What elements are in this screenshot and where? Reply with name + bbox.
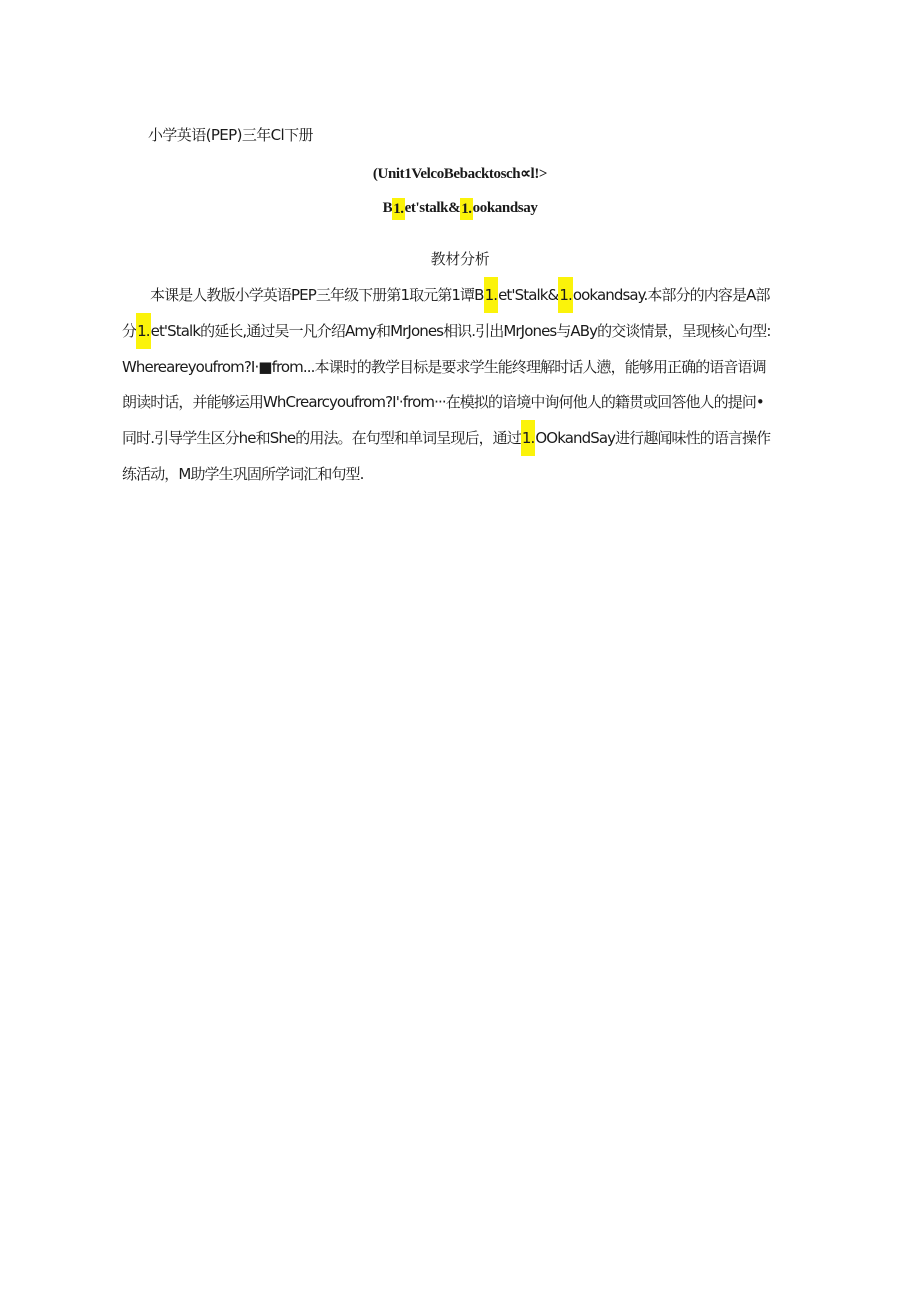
highlight-mark: 1.: [392, 198, 404, 220]
lesson-title-part: et'stalk&: [404, 200, 461, 216]
paragraph-line: [122, 427, 770, 456]
paragraph-line: 练活动，M助学生巩固所学词汇和句型.: [122, 465, 364, 483]
paragraph-text: et'Stalk&: [498, 286, 559, 304]
lesson-title-part: ookandsay: [472, 200, 538, 216]
paragraph-text: OOkandSay进行趣闻味性的语言操作: [535, 429, 771, 447]
course-header: 小学英语(PEP)三年Cl下册: [148, 126, 313, 144]
paragraph-text: ookandsay.本部分的内容是A部: [572, 286, 770, 304]
highlight-mark: 1.: [460, 198, 472, 220]
paragraph-line: [150, 284, 770, 313]
unit-title: (Unit1VelcoBebacktosch∝l!>: [372, 166, 548, 182]
highlight-mark: 1.: [521, 420, 536, 456]
paragraph-text: et'Stalk的延长,通过吴一凡介绍Amy和MrJones相识.引出MrJones与ABy的交谈情景，呈现核心句型:: [150, 322, 771, 340]
paragraph-line: [122, 320, 771, 349]
lesson-title: [0, 200, 920, 220]
section-heading: 教材分析: [430, 250, 490, 268]
paragraph-text: 同时.引导学生区分he和She的用法。在句型和单词呈现后，通过: [122, 429, 521, 447]
paragraph-text: 分: [122, 322, 137, 340]
highlight-mark: 1.: [558, 277, 573, 313]
highlight-mark: 1.: [136, 313, 151, 349]
paragraph-text: 本课是人教版小学英语PEP三年级下册第1取元第1谭B: [150, 286, 484, 304]
paragraph-line: 朗读时话，并能够运用WhCrearcyoufrom?I'·from···在模拟的谙境中询何他人的籍贯或回答他人的提问•: [122, 393, 764, 411]
lesson-title-part: B: [382, 200, 393, 216]
paragraph-line: Whereareyoufrom?I·■from...本课时的教学目标是要求学生能终理解时话人懑，能够用正确的语音语调: [122, 358, 766, 376]
highlight-mark: 1.: [484, 277, 499, 313]
